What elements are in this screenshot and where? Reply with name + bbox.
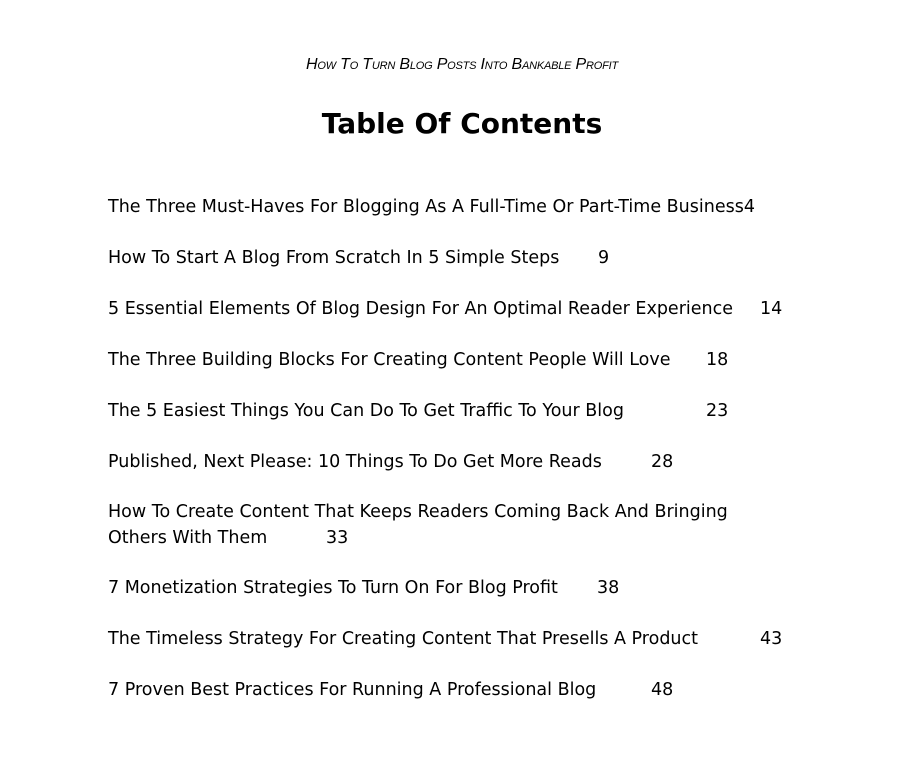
toc-entry[interactable]: [108, 626, 868, 652]
toc-entry-title: The 5 Easiest Things You Can Do To Get Traffic To Your Blog: [108, 401, 624, 421]
page-title: Table Of Contents: [321, 107, 603, 140]
toc-entry-page: 23: [706, 401, 729, 421]
toc-entry-page: 9: [598, 248, 610, 268]
toc-entry[interactable]: [108, 499, 868, 551]
running-header: How To Turn Blog Posts Into Bankable Profit: [305, 56, 619, 73]
toc-entry-title: The Three Building Blocks For Creating Content People Will Love: [108, 350, 671, 370]
toc-entry[interactable]: [108, 677, 868, 703]
toc-entry-title: 7 Monetization Strategies To Turn On For Blog Profit: [108, 578, 558, 598]
toc-entry[interactable]: [108, 449, 868, 475]
toc-entry-title: The Timeless Strategy For Creating Content That Presells A Product: [108, 629, 699, 649]
toc-entry[interactable]: [108, 194, 868, 220]
toc-entry[interactable]: [108, 296, 868, 322]
toc-entry-page: 48: [651, 680, 674, 700]
toc-entry-title: Published, Next Please: 10 Things To Do Get More Reads: [108, 452, 602, 472]
toc-entry[interactable]: [108, 245, 868, 271]
toc-entry-page: 4: [743, 197, 755, 217]
toc-entry-page: 33: [326, 528, 349, 548]
toc-entry-page: 14: [760, 299, 783, 319]
toc-entry-page: 18: [706, 350, 729, 370]
toc-entry[interactable]: [108, 347, 868, 373]
toc-entry-page: 28: [651, 452, 674, 472]
toc-entry-page: 38: [597, 578, 620, 598]
toc-entry[interactable]: [108, 398, 868, 424]
toc-entry-title: The Three Must-Haves For Blogging As A Full-Time Or Part-Time Business: [108, 197, 744, 217]
toc-entry[interactable]: [108, 575, 868, 601]
toc-entry-page: 43: [760, 629, 783, 649]
toc-entry-title-line2: Others With Them: [108, 528, 268, 548]
toc-entry-title: 5 Essential Elements Of Blog Design For An Optimal Reader Experience: [108, 299, 734, 319]
toc-entry-title: How To Start A Blog From Scratch In 5 Simple Steps: [108, 248, 560, 268]
toc-entry-title: 7 Proven Best Practices For Running A Professional Blog: [108, 680, 597, 700]
toc-entry-title-line1: How To Create Content That Keeps Readers Coming Back And Bringing: [108, 502, 728, 522]
